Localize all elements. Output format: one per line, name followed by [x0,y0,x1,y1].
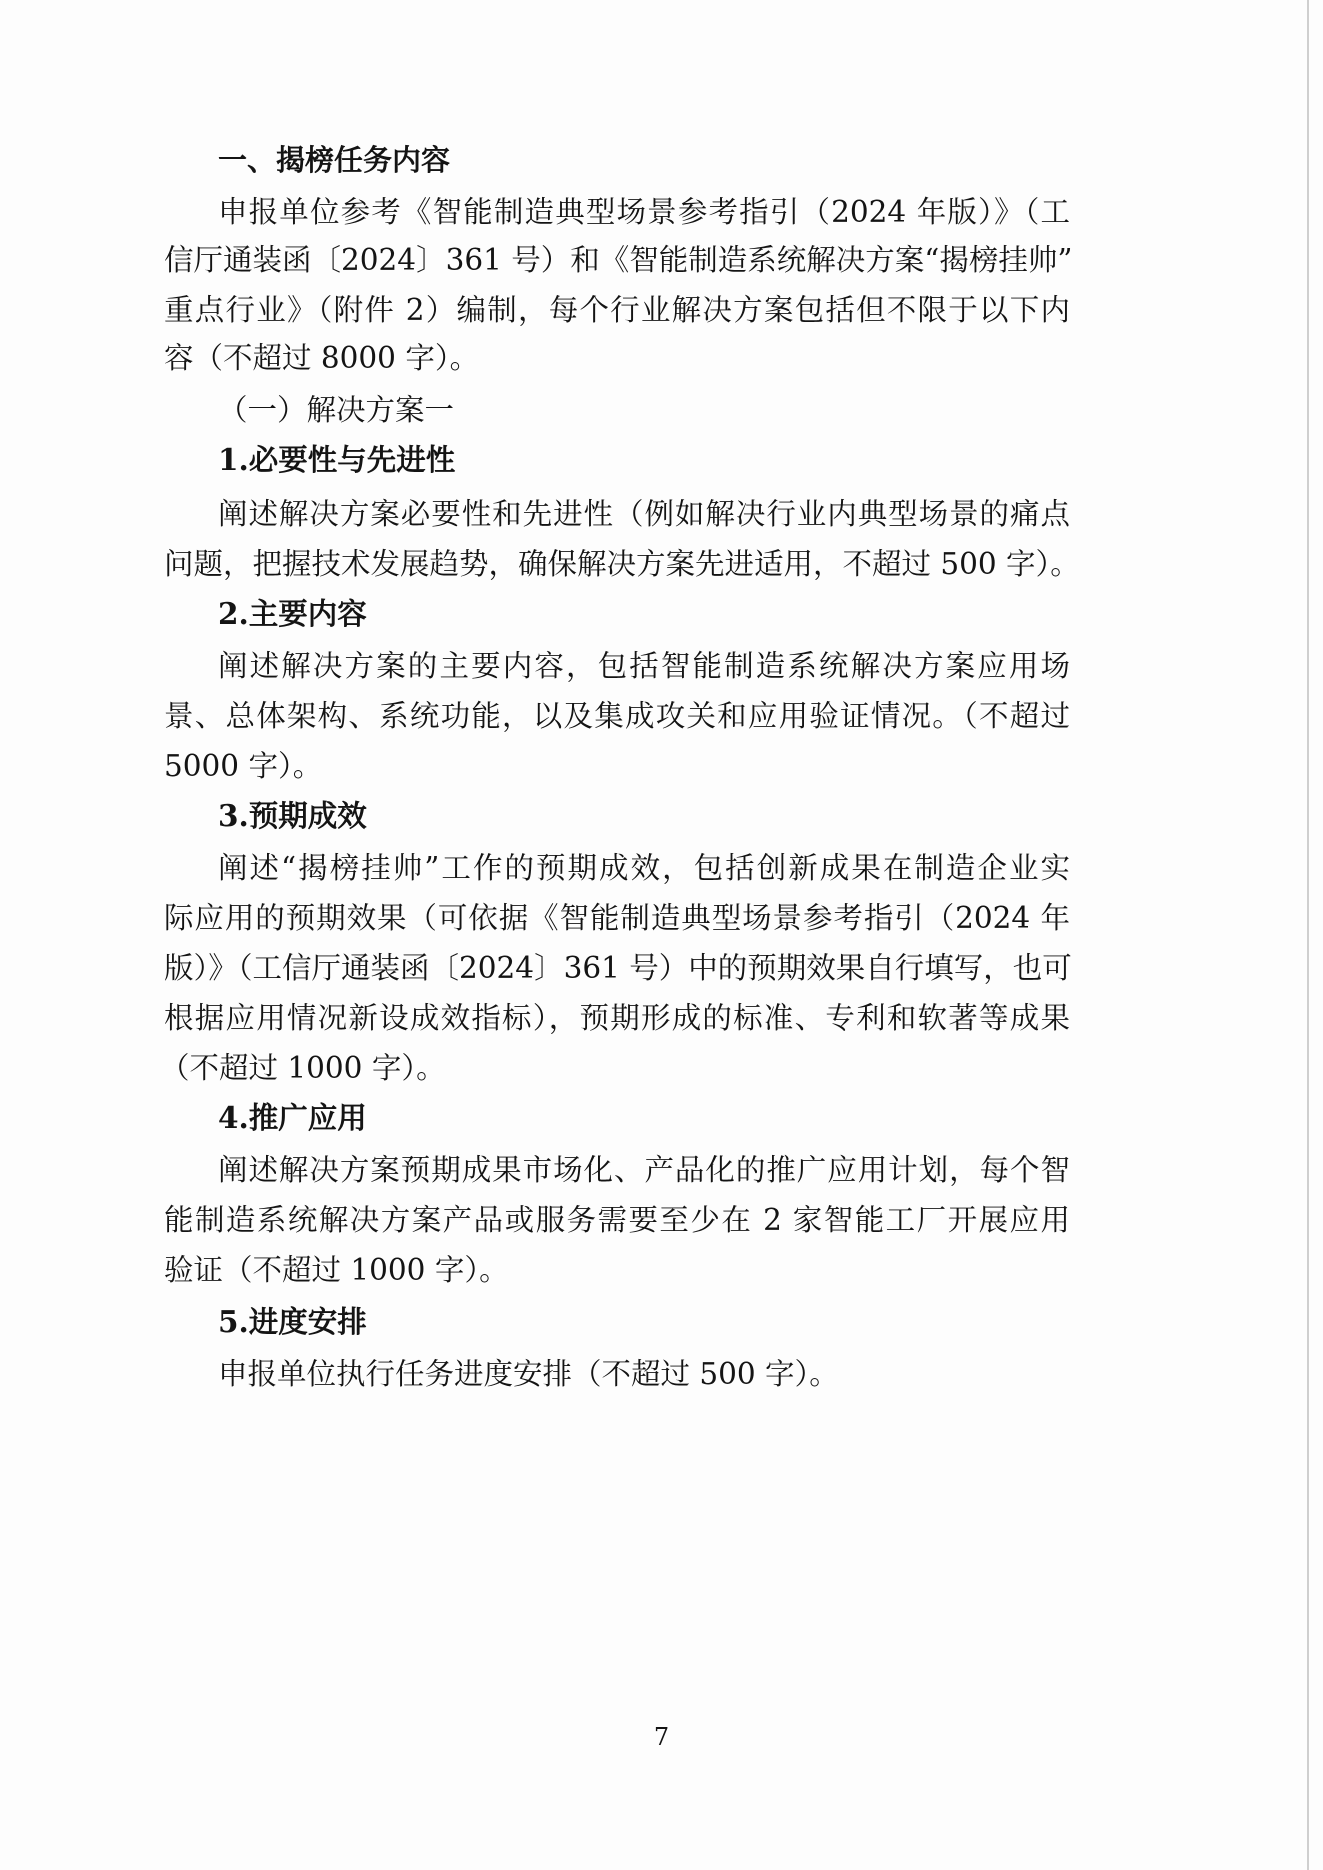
item-title-necessity: 1.必要性与先进性 [218,442,456,477]
item-expected-results-line-2: 际应用的预期效果（可依据《智能制造典型场景参考指引（2024 年 [164,901,1070,935]
item-promotion-line-3: 验证（不超过 1000 字）。 [164,1253,509,1287]
subsection-title: （一）解决方案一 [218,393,455,427]
page-edge-divider [1307,0,1309,1870]
item-title-main-content: 2.主要内容 [218,596,367,631]
item-main-content-line-3: 5000 字）。 [164,749,323,783]
item-title-promotion: 4.推广应用 [218,1100,367,1135]
intro-line-3: 重点行业》（附件 2）编制，每个行业解决方案包括但不限于以下内 [164,293,1070,327]
item-main-content-line-1: 阐述解决方案的主要内容，包括智能制造系统解决方案应用场 [218,649,1070,683]
item-schedule-line-1: 申报单位执行任务进度安排（不超过 500 字）。 [218,1357,839,1391]
item-main-content-line-2: 景、总体架构、系统功能，以及集成攻关和应用验证情况。（不超过 [164,699,1070,733]
intro-line-1: 申报单位参考《智能制造典型场景参考指引（2024 年版）》（工 [218,195,1070,229]
item-necessity-line-1: 阐述解决方案必要性和先进性（例如解决行业内典型场景的痛点 [218,497,1070,531]
intro-line-2: 信厅通装函〔2024〕361 号）和《智能制造系统解决方案“揭榜挂帅” [164,243,1073,277]
item-title-schedule: 5.进度安排 [218,1304,367,1339]
item-necessity-line-2: 问题，把握技术发展趋势，确保解决方案先进适用，不超过 500 字）。 [164,547,1080,581]
item-expected-results-line-5: （不超过 1000 字）。 [160,1051,446,1085]
item-expected-results-line-3: 版）》（工信厅通装函〔2024〕361 号）中的预期效果自行填写，也可 [164,951,1072,985]
item-expected-results-line-1: 阐述“揭榜挂帅”工作的预期成效，包括创新成果在制造企业实 [218,851,1070,885]
item-title-expected-results: 3.预期成效 [218,798,367,833]
item-promotion-line-2: 能制造系统解决方案产品或服务需要至少在 2 家智能工厂开展应用 [164,1203,1070,1237]
page-number: 7 [653,1723,670,1751]
intro-line-4: 容（不超过 8000 字）。 [164,341,480,375]
item-promotion-line-1: 阐述解决方案预期成果市场化、产品化的推广应用计划，每个智 [218,1153,1070,1187]
item-expected-results-line-4: 根据应用情况新设成效指标），预期形成的标准、专利和软著等成果 [164,1001,1070,1035]
section-heading: 一、揭榜任务内容 [218,143,451,177]
